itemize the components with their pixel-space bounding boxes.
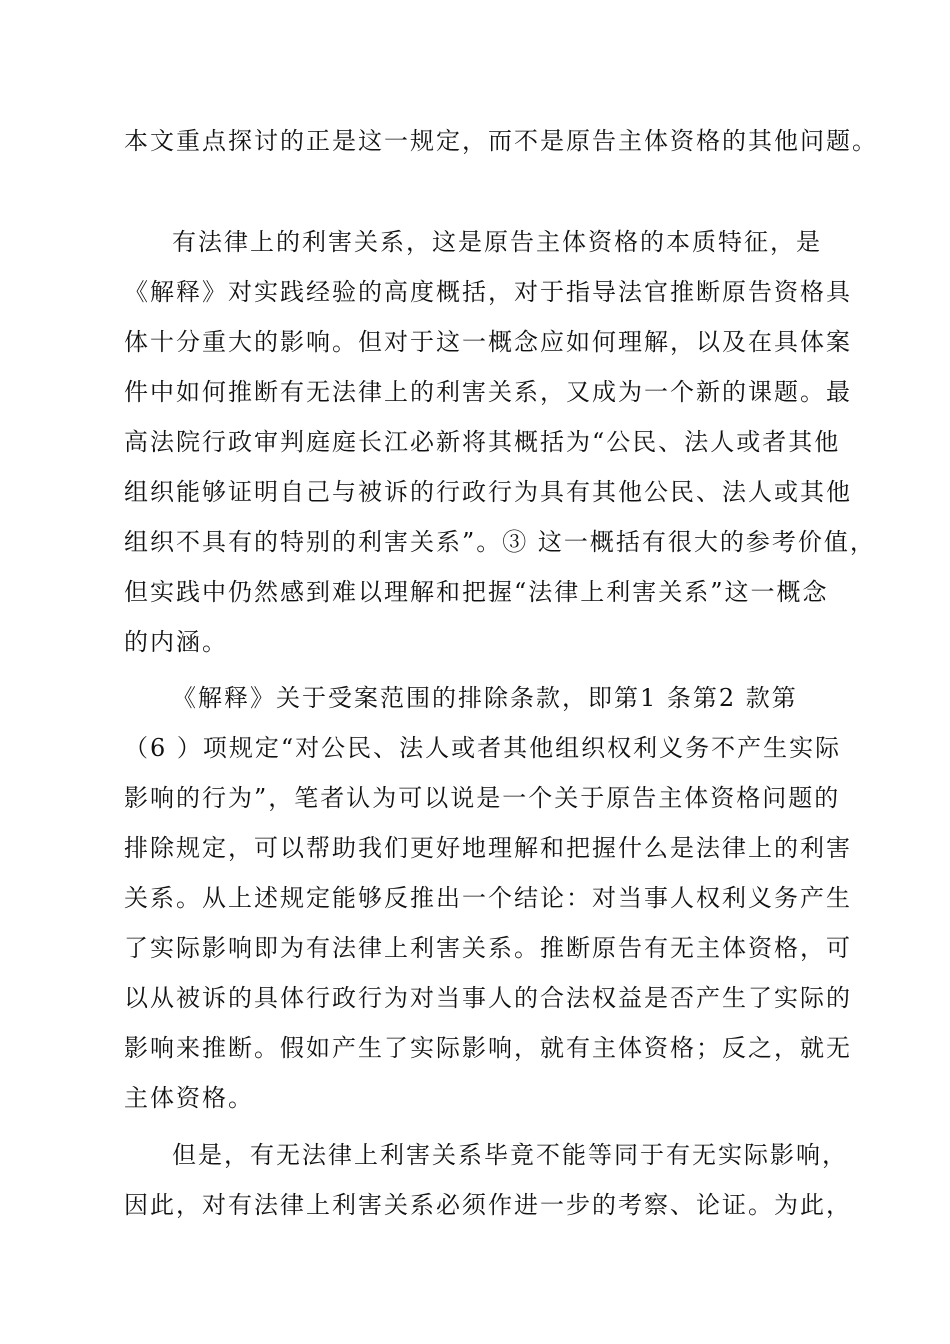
text-line: 以从被诉的具体行政行为对当事人的合法权益是否产生了实际的 <box>124 984 852 1012</box>
text-line: 的内涵。 <box>124 628 228 656</box>
text-line: 但实践中仍然感到难以理解和把握“法律上利害关系”这一概念 <box>124 578 829 606</box>
text-line: 排除规定，可以帮助我们更好地理解和把握什么是法律上的利害 <box>124 834 852 862</box>
text-line: 高法院行政审判庭庭长江必新将其概括为“公民、法人或者其他 <box>124 428 841 456</box>
text-line: 组织不具有的特别的利害关系”。③ 这一概括有很大的参考价值， <box>124 528 876 556</box>
text-line: 影响来推断。假如产生了实际影响，就有主体资格；反之，就无 <box>124 1034 852 1062</box>
text-line: 件中如何推断有无法律上的利害关系，又成为一个新的课题。最 <box>124 378 852 406</box>
text-line: 关系。从上述规定能够反推出一个结论：对当事人权利义务产生 <box>124 884 852 912</box>
text-line: 本文重点探讨的正是这一规定，而不是原告主体资格的其他问题。 <box>124 127 878 155</box>
text-line: 有法律上的利害关系，这是原告主体资格的本质特征，是 <box>172 228 822 256</box>
text-line: （6 ）项规定“对公民、法人或者其他组织权利义务不产生实际 <box>124 734 842 762</box>
text-line: 了实际影响即为有法律上利害关系。推断原告有无主体资格，可 <box>124 934 852 962</box>
text-line: 《解释》对实践经验的高度概括，对于指导法官推断原告资格具 <box>124 278 852 306</box>
text-line: 影响的行为”，笔者认为可以说是一个关于原告主体资格问题的 <box>124 784 841 812</box>
text-line: 《解释》关于受案范围的排除条款，即第1 条第2 款第 <box>172 684 798 712</box>
text-line: 主体资格。 <box>124 1084 254 1112</box>
text-line: 体十分重大的影响。但对于这一概念应如何理解，以及在具体案 <box>124 328 852 356</box>
text-line: 组织能够证明自己与被诉的行政行为具有其他公民、法人或其他 <box>124 478 852 506</box>
text-line: 但是，有无法律上利害关系毕竟不能等同于有无实际影响， <box>172 1141 848 1169</box>
text-line: 因此，对有法律上利害关系必须作进一步的考察、论证。为此， <box>124 1191 852 1219</box>
